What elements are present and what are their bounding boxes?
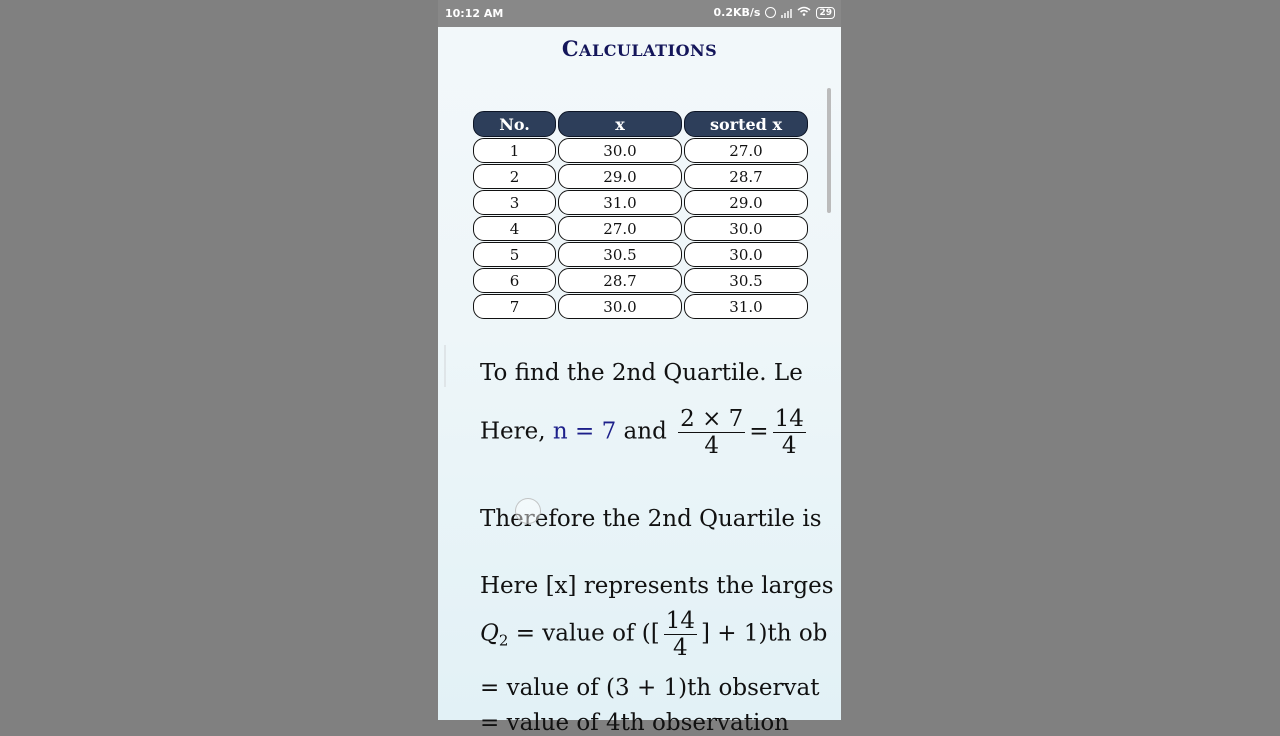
touch-indicator bbox=[515, 498, 541, 524]
table-cell: 30.0 bbox=[684, 216, 808, 241]
text-line-4: Here [x] represents the larges bbox=[480, 573, 834, 599]
table-cell: 30.0 bbox=[684, 242, 808, 267]
table-cell: 3 bbox=[473, 190, 556, 215]
table-row bbox=[473, 190, 808, 215]
alarm-icon bbox=[765, 7, 776, 18]
table-cell: 27.0 bbox=[558, 216, 682, 241]
text-line-1: To find the 2nd Quartile. Le bbox=[480, 360, 803, 386]
table-cell: 5 bbox=[473, 242, 556, 267]
table-cell: 30.5 bbox=[558, 242, 682, 267]
table-row bbox=[473, 242, 808, 267]
table-cell: 1 bbox=[473, 138, 556, 163]
phone-screen bbox=[438, 0, 841, 736]
header-no: No. bbox=[473, 111, 556, 137]
n-value: n = 7 bbox=[552, 418, 617, 445]
status-time: 10:12 AM bbox=[445, 7, 504, 20]
table-cell: 31.0 bbox=[684, 294, 808, 319]
scrollbar-thumb[interactable] bbox=[827, 88, 831, 213]
header-sorted-x: sorted x bbox=[684, 111, 808, 137]
table-row bbox=[473, 164, 808, 189]
table-row bbox=[473, 294, 808, 319]
header-x: x bbox=[558, 111, 682, 137]
network-speed: 0.2KB/s bbox=[713, 6, 761, 19]
text-line-2: Here, n = 7 and $\frac{2 \times 7}{4}$ = $\frac{14}{4}$ bbox=[480, 406, 804, 459]
signal-icon bbox=[781, 8, 792, 18]
table-cell: 29.0 bbox=[684, 190, 808, 215]
status-bar bbox=[438, 0, 841, 27]
wifi-icon bbox=[797, 6, 811, 19]
table-cell: 6 bbox=[473, 268, 556, 293]
table-row bbox=[473, 216, 808, 241]
text-line-3: Therefore the 2nd Quartile is bbox=[480, 506, 822, 532]
battery-icon: 29 bbox=[816, 7, 835, 19]
fraction: $\frac{14}{4}$ bbox=[774, 406, 804, 459]
fraction: $\frac{2 \times 7}{4}$ bbox=[680, 406, 744, 459]
text-line-6: = value of (3 + 1)th observat bbox=[480, 675, 820, 701]
data-table bbox=[471, 110, 810, 320]
table-cell: 4 bbox=[473, 216, 556, 241]
table-row bbox=[473, 138, 808, 163]
table-cell: 28.7 bbox=[684, 164, 808, 189]
fraction: $\frac{14}{4}$ bbox=[665, 608, 695, 661]
text-line-5: $Q_2$ = value of ([ $\frac{14}{4}$ ] + 1)th ob bbox=[480, 608, 828, 661]
table-cell: 30.0 bbox=[558, 294, 682, 319]
text-line-7: = value of 4th observation bbox=[480, 710, 789, 736]
status-icons bbox=[714, 6, 836, 19]
table-row bbox=[473, 268, 808, 293]
table-cell: 27.0 bbox=[684, 138, 808, 163]
table-cell: 7 bbox=[473, 294, 556, 319]
solution-text-area[interactable] bbox=[438, 330, 834, 736]
table-cell: 30.5 bbox=[684, 268, 808, 293]
table-cell: 28.7 bbox=[558, 268, 682, 293]
table-cell: 29.0 bbox=[558, 164, 682, 189]
table-cell: 2 bbox=[473, 164, 556, 189]
table-cell: 31.0 bbox=[558, 190, 682, 215]
table-cell: 30.0 bbox=[558, 138, 682, 163]
table-header-row bbox=[473, 111, 808, 137]
page-title: CALCULATIONS bbox=[561, 36, 718, 61]
